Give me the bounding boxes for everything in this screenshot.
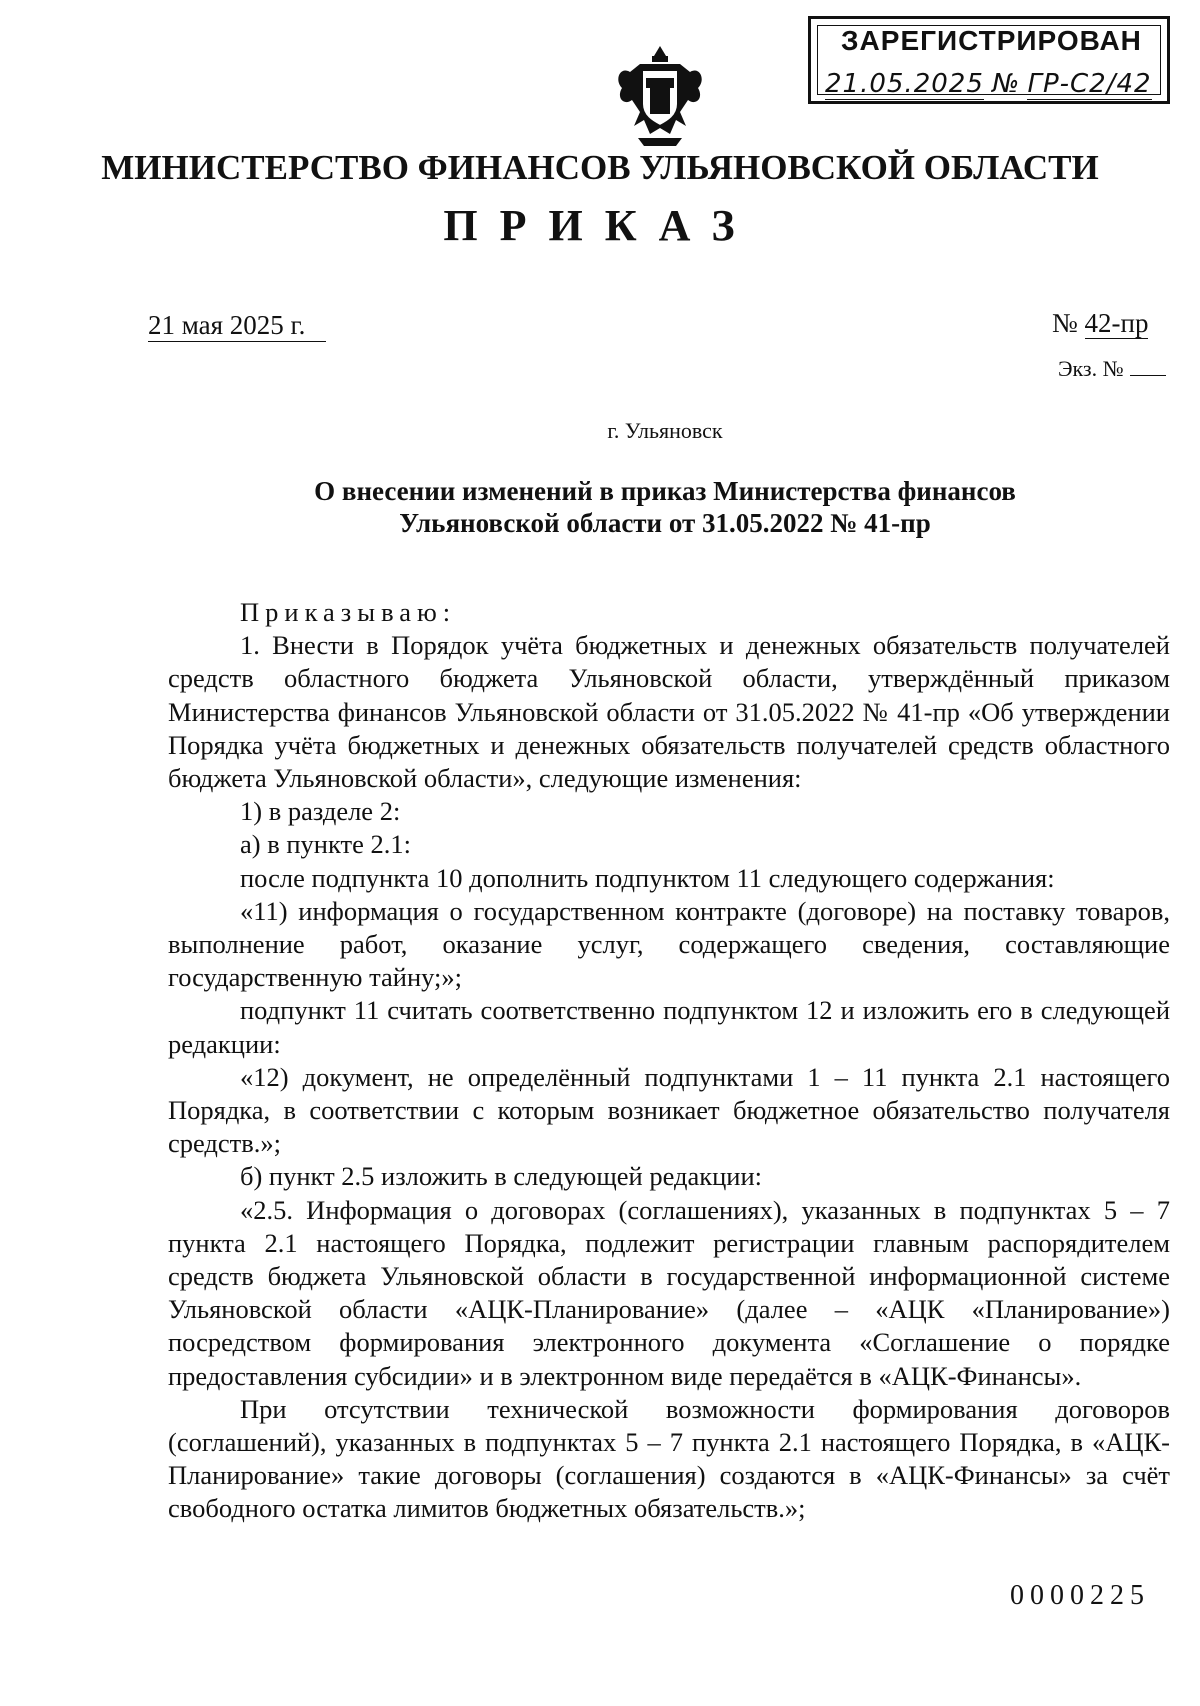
copy-number-label: Экз. № (1058, 356, 1124, 381)
stamp-number-label: № (992, 69, 1020, 99)
body-paragraph: после подпункта 10 дополнить подпунктом 11 следующего содержания: (240, 862, 1055, 893)
ministry-name: МИНИСТЕРСТВО ФИНАНСОВ УЛЬЯНОВСКОЙ ОБЛАСТИ (101, 148, 1099, 187)
stamp-registration-line (825, 69, 1159, 103)
copy-number (1058, 356, 1166, 382)
body-paragraph: 1. Внести в Порядок учёта бюджетных и денежных обязательств получателей средств областного бюджета Ульяновской области, утверждённый приказом Министерства финансов Ульяновской области от 31.05.2022 № 41-пр «Об утверждении Порядка учёта бюджетных и денежных обязательств получателей средств областного бюджета Ульяновской области», следующие изменения: (168, 630, 1170, 794)
body-paragraph: 1) в разделе 2: (240, 796, 401, 827)
body-paragraph: «2.5. Информация о договорах (соглашениях), указанных в подпунктах 5 – 7 пункта 2.1 настоящего Порядка, подлежит регистрации главным распорядителем средств бюджета Ульяновской области в государственной информационной системе Ульяновской области «АЦК-Планирование» (далее – «АЦК «Планирование») посредством формирования электронного документа «Соглашение о порядке предоставления субсидии» и в электронном виде передаётся в «АЦК-Финансы». (168, 1194, 1170, 1391)
stamp-handwritten-number: ГР-С2/42 (1027, 69, 1152, 99)
body-paragraph: При отсутствии технической возможности формирования договоров (соглашений), указанных в подпунктах 5 – 7 пункта 2.1 настоящего Порядка, в «АЦК-Планирование» такие договоры (соглашения) создаются в «АЦК-Финансы» за счёт свободного остатка лимитов бюджетных обязательств.»; (168, 1393, 1170, 1524)
order-number (1052, 308, 1148, 339)
order-date: 21 мая 2025 г. (148, 310, 326, 342)
order-verb: Приказываю: (240, 597, 457, 627)
order-number-label: № (1052, 308, 1078, 338)
copy-number-blank (1130, 375, 1166, 376)
order-number-value: 42-пр (1084, 308, 1149, 338)
document-type-title: ПРИКАЗ (443, 201, 757, 250)
stamp-handwritten-date: 21.05.2025 (825, 69, 984, 99)
body-paragraph: б) пункт 2.5 изложить в следующей редакции: (240, 1161, 763, 1192)
body-paragraph: «11) информация о государственном контракте (договоре) на поставку товаров, выполнение работ, оказание услуг, содержащего сведения, составляющие государственную тайну;»; (168, 895, 1170, 993)
city: г. Ульяновск (607, 418, 723, 443)
heading-line-1: О внесении изменений в приказ Министерства финансов (314, 476, 1016, 506)
body-paragraph (168, 596, 1170, 629)
document-body (168, 596, 1170, 1526)
form-serial-number: 0000225 (1010, 1580, 1150, 1611)
body-paragraph: подпункт 11 считать соответственно подпунктом 12 и изложить его в следующей редакции: (168, 995, 1170, 1059)
stamp-title: ЗАРЕГИСТРИРОВАН (841, 25, 1142, 56)
coat-of-arms-icon (610, 42, 710, 150)
body-paragraph: «12) документ, не определённый подпунктами 1 – 11 пункта 2.1 настоящего Порядка, в соответствии с которым возникает бюджетное обязательство получателя средств.»; (168, 1061, 1170, 1159)
heading-line-2: Ульяновской области от 31.05.2022 № 41-пр (399, 508, 931, 538)
registration-stamp (808, 16, 1170, 104)
document-heading (200, 475, 1130, 539)
body-paragraph: а) в пункте 2.1: (240, 829, 411, 860)
